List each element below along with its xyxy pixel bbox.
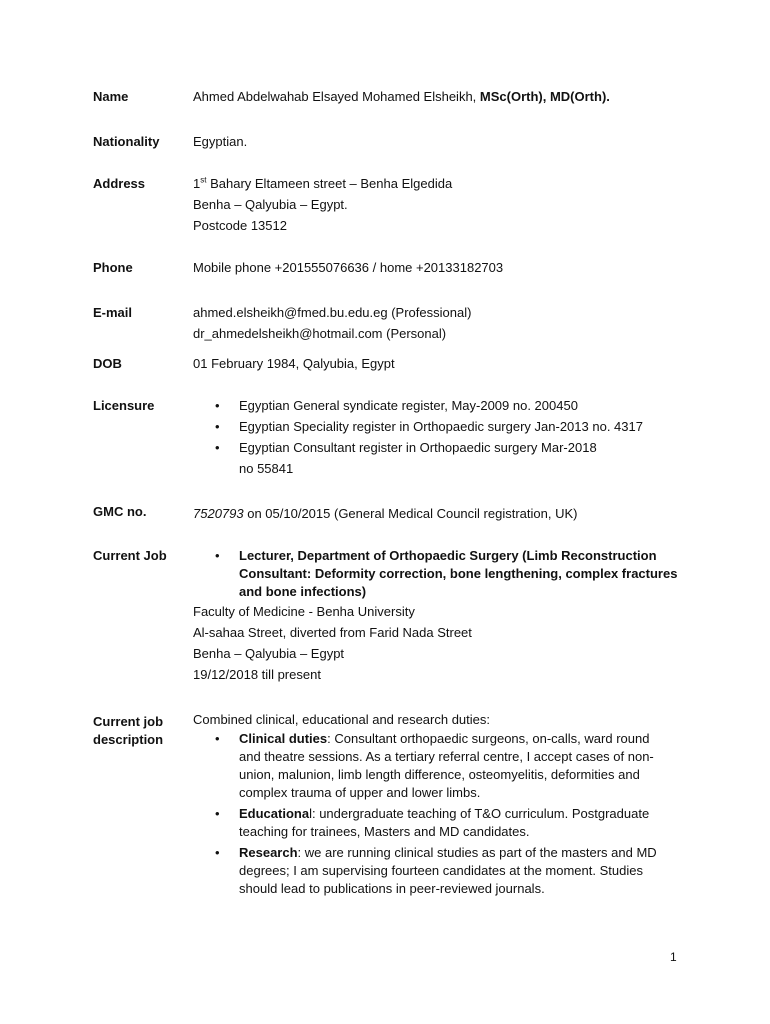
nationality-value: Egyptian. — [193, 134, 248, 149]
duty-clinical: • Clinical duties: Consultant orthopaedic surgeons, on-calls, ward round and theatre sessions. As a tertiary referral centre, I accept cases of non- union, malunion, limb length difference, osteomyelitis, deformities and complex trauma of upper and lower limbs. — [193, 730, 713, 802]
address-line-3: Postcode 13512 — [193, 218, 287, 233]
dob-value: 01 February 1984, Qalyubia, Egypt — [193, 356, 395, 371]
licensure-item-continuation: no 55841 — [239, 461, 294, 476]
address-label: Address — [93, 176, 146, 191]
current-job-label: Current Job — [93, 548, 167, 563]
address-value — [193, 173, 713, 236]
licensure-item: • Egyptian Speciality register in Orthopaedic surgery Jan-2013 no. 4317 — [193, 416, 713, 437]
current-job-dates: 19/12/2018 till present — [193, 667, 321, 682]
email-label: E-mail — [93, 305, 133, 320]
address-line-2: Benha – Qalyubia – Egypt. — [193, 197, 348, 212]
current-job-title: • Lecturer, Department of Orthopaedic Surgery (Limb Reconstruction Consultant: Deformity correction, bone lengthening, complex fractures and bone infections) — [215, 548, 678, 599]
phone-label: Phone — [93, 260, 133, 275]
duty-educational: • Educational: undergraduate teaching of T&O curriculum. Postgraduate teaching for trainees, Masters and MD candidates. — [193, 805, 713, 841]
name-label: Name — [93, 89, 129, 104]
duties-list — [193, 730, 713, 898]
current-job-street: Al-sahaa Street, diverted from Farid Nada Street — [193, 625, 472, 640]
licensure-label: Licensure — [93, 398, 155, 413]
duty-research: • Research: we are running clinical studies as part of the masters and MD degrees; I am supervising fourteen candidates at the moment. Studies should lead to publications in peer-reviewed journals. — [193, 844, 713, 898]
phone-value: Mobile phone +201555076636 / home +20133182703 — [193, 260, 504, 275]
current-job-city: Benha – Qalyubia – Egypt — [193, 646, 345, 661]
page-number: 1 — [670, 950, 677, 964]
job-description-label: Current job description — [93, 714, 164, 747]
licensure-item: • Egyptian General syndicate register, May-2009 no. 200450 — [193, 395, 713, 416]
name-value: Ahmed Abdelwahab Elsayed Mohamed Elsheikh, — [193, 89, 480, 104]
name-degrees: MSc(Orth), MD(Orth). — [479, 89, 610, 104]
email-personal-link[interactable]: dr_ahmedelsheikh@hotmail.com (Personal) — [193, 326, 447, 341]
gmc-number: 7520793 — [193, 506, 244, 521]
job-description-intro: Combined clinical, educational and research duties: — [193, 712, 491, 727]
gmc-details: on 05/10/2015 (General Medical Council registration, UK) — [243, 506, 578, 521]
gmc-label: GMC no. — [93, 504, 147, 519]
address-line-1: 1st Bahary Eltameen street – Benha Elgedida — [193, 175, 453, 191]
licensure-item: • Egyptian Consultant register in Orthopaedic surgery Mar-2018 — [193, 437, 713, 458]
nationality-label: Nationality — [93, 134, 160, 149]
email-professional-link[interactable]: ahmed.elsheikh@fmed.bu.edu.eg (Professional) — [193, 305, 472, 320]
current-job-faculty: Faculty of Medicine - Benha University — [193, 604, 415, 619]
bullet-icon: • — [215, 548, 220, 563]
licensure-list — [193, 395, 713, 458]
dob-label: DOB — [93, 356, 122, 371]
